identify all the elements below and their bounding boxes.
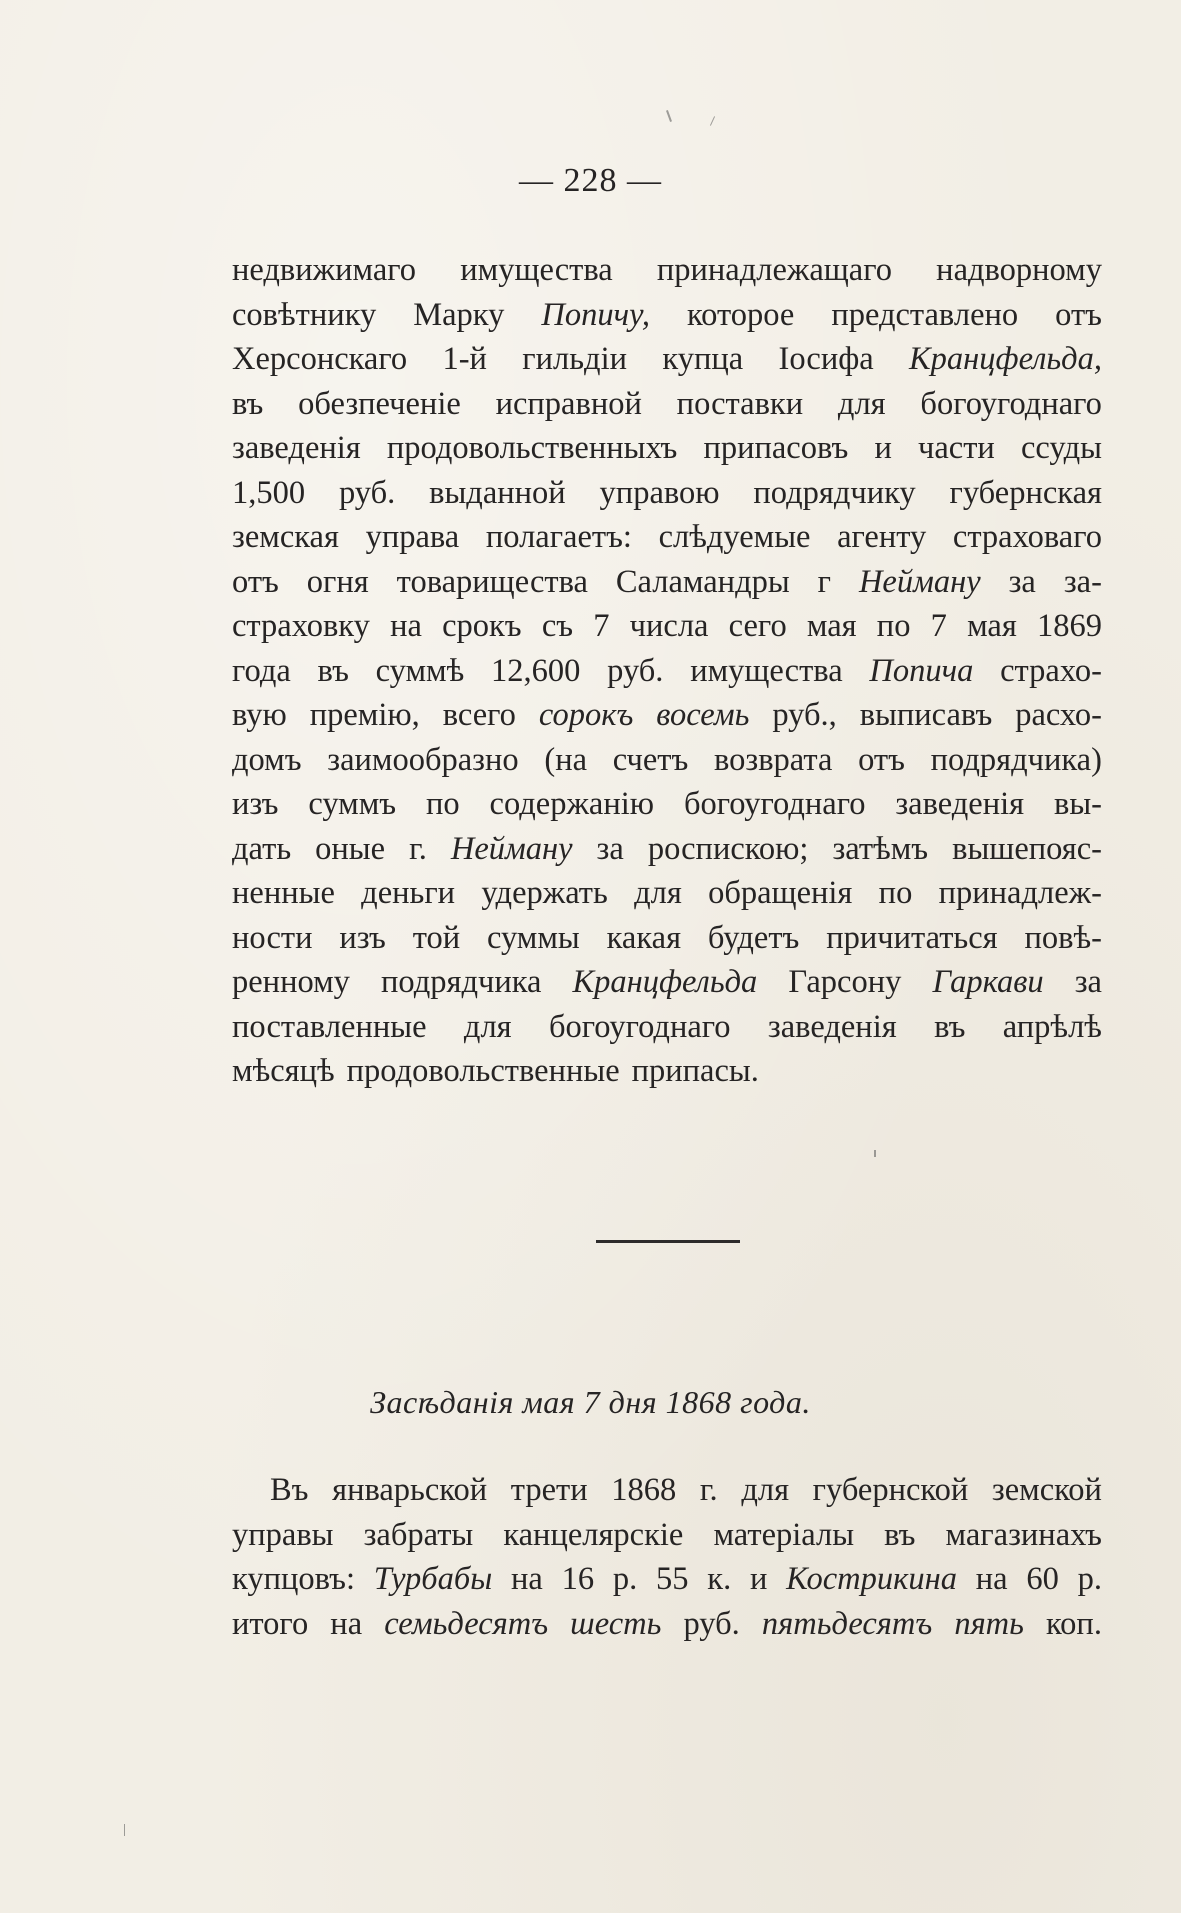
section-divider: [596, 1240, 740, 1243]
word: Гаркави: [932, 964, 1044, 1000]
word: премію,: [309, 697, 420, 733]
word: р.: [612, 1561, 638, 1597]
word: руб.: [683, 1605, 740, 1642]
word: обезпеченіе: [298, 385, 461, 422]
word: счетъ: [612, 741, 689, 778]
word: страхо-: [1000, 652, 1102, 689]
word: подрядчика): [930, 741, 1102, 778]
word: изъ: [232, 786, 279, 822]
word: срокъ: [442, 608, 522, 644]
word: гильдіи: [522, 341, 628, 377]
word: будетъ: [707, 919, 800, 956]
paragraph-2: [232, 1468, 1102, 1646]
word: оные: [315, 830, 386, 867]
word: отъ: [232, 563, 279, 600]
word: съ: [541, 608, 574, 644]
word: страховаго: [952, 519, 1102, 555]
word: въ: [884, 1516, 916, 1553]
word: забраты: [363, 1516, 474, 1553]
word: сего: [728, 608, 787, 644]
word: богоугоднаго: [683, 786, 866, 822]
text-line: [232, 960, 1102, 1005]
word: купцовъ:: [232, 1561, 355, 1597]
word: руб.: [338, 474, 396, 511]
word: числа: [629, 608, 709, 644]
word: магазинахъ: [945, 1516, 1102, 1553]
word: богоугоднаго: [549, 1008, 731, 1045]
text-line: [232, 337, 1102, 382]
word: за: [1008, 563, 1036, 600]
paragraph-1: [232, 248, 1102, 1094]
word: для: [837, 385, 886, 422]
word: роспискою;: [647, 830, 809, 867]
word: товарищества: [396, 563, 588, 600]
word: всего: [442, 697, 516, 733]
word: Попичу,: [541, 296, 651, 333]
word: вы-: [1053, 786, 1102, 822]
word: въ: [232, 385, 264, 422]
text-line: [232, 693, 1102, 738]
word: заведенія: [232, 430, 361, 466]
word: слѣдуемые: [658, 519, 811, 555]
word: расхо-: [1015, 697, 1102, 733]
word: восемь: [656, 697, 750, 733]
word: земской: [991, 1472, 1102, 1508]
text-line: [232, 1049, 1102, 1094]
word: к.: [707, 1561, 732, 1597]
word: припасы.: [631, 1053, 759, 1089]
word: изъ: [339, 919, 386, 956]
word: Въ: [270, 1472, 309, 1508]
word: Кострикина: [786, 1561, 957, 1597]
word: года: [232, 652, 291, 689]
text-line: [232, 471, 1102, 516]
text-line: [232, 1468, 1102, 1513]
word: надворному: [936, 252, 1102, 288]
word: Гарсону: [788, 964, 902, 1000]
word: какая: [606, 919, 682, 956]
word: въ: [934, 1008, 966, 1045]
word: заведенія: [767, 1008, 897, 1045]
page-number: — 228 —: [519, 162, 662, 199]
word: пять: [954, 1605, 1024, 1642]
text-line: [232, 827, 1102, 872]
word: Турбабы: [373, 1561, 493, 1597]
word: 16: [561, 1561, 595, 1597]
word: Марку: [413, 296, 505, 333]
word: г.: [409, 830, 427, 867]
ink-speck: [666, 110, 672, 122]
word: заимообразно: [327, 741, 519, 778]
text-line: [232, 293, 1102, 338]
word: поставленные: [232, 1008, 427, 1045]
ink-speck: [710, 116, 715, 125]
word: апрѣлѣ: [1002, 1008, 1102, 1045]
word: вышепояс-: [952, 830, 1102, 867]
word: 1,500: [232, 474, 306, 511]
text-line: [232, 382, 1102, 427]
word: суммѣ: [375, 652, 465, 689]
word: г.: [699, 1472, 718, 1508]
word: и: [749, 1561, 768, 1597]
word: итого: [232, 1605, 309, 1642]
text-line: [232, 1513, 1102, 1558]
word: обращенія: [708, 875, 853, 911]
word: полагаетъ:: [485, 519, 632, 555]
word: причитаться: [826, 919, 998, 956]
word: огня: [306, 563, 369, 600]
word: по: [426, 786, 460, 822]
text-line: [232, 1602, 1102, 1647]
word: коп.: [1046, 1605, 1102, 1642]
text-line: [232, 782, 1102, 827]
word: имущества: [690, 652, 843, 689]
word: подрядчику: [753, 474, 916, 511]
word: суммъ: [308, 786, 397, 822]
word: 1868: [611, 1472, 677, 1508]
word: имущества: [460, 252, 613, 288]
word: ссуды: [1020, 430, 1102, 466]
ink-speck: [874, 1150, 876, 1157]
word: вую: [232, 697, 287, 733]
word: трети: [510, 1472, 588, 1508]
word: мая: [806, 608, 857, 644]
word: ности: [232, 919, 313, 956]
word: на: [975, 1561, 1008, 1597]
word: Кранцфельда,: [909, 341, 1102, 377]
word: подрядчика: [381, 964, 542, 1000]
word: купца: [662, 341, 744, 377]
word: Іосифа: [778, 341, 874, 377]
text-line: [232, 560, 1102, 605]
word: 60: [1026, 1561, 1059, 1597]
word: управою: [599, 474, 720, 511]
word: агенту: [837, 519, 927, 555]
word: матеріалы: [713, 1516, 855, 1553]
word: шесть: [570, 1605, 662, 1642]
word: канцелярскіе: [503, 1516, 684, 1553]
word: содержанію: [489, 786, 655, 822]
word: земская: [232, 519, 339, 555]
word: выданной: [429, 474, 566, 511]
word: деньги: [361, 875, 456, 911]
word: отъ: [858, 741, 905, 778]
word: 1-й: [442, 341, 487, 377]
word: для: [741, 1472, 790, 1508]
word: припасовъ: [703, 430, 849, 466]
word: руб.: [607, 652, 664, 689]
word: выписавъ: [859, 697, 993, 733]
word: пятьдесятъ: [761, 1605, 933, 1642]
word: губернской: [812, 1472, 969, 1508]
word: (на: [544, 741, 588, 778]
word: 7: [930, 608, 947, 644]
word: 7: [593, 608, 610, 644]
word: страховку: [232, 608, 370, 644]
word: Саламандры: [615, 563, 790, 600]
text-line: [232, 1005, 1102, 1050]
word: и: [874, 430, 892, 466]
word: представлено: [831, 296, 1019, 333]
word: суммы: [486, 919, 580, 956]
text-line: [232, 738, 1102, 783]
word: губернская: [949, 474, 1102, 511]
text-line: [232, 604, 1102, 649]
word: части: [918, 430, 995, 466]
word: для: [634, 875, 682, 911]
word: на: [511, 1561, 543, 1597]
word: совѣтнику: [232, 296, 377, 333]
text-line: [232, 426, 1102, 471]
word: Нейману: [450, 830, 573, 867]
text-line: [232, 1557, 1102, 1602]
word: удержать: [481, 875, 608, 911]
word: Кранцфельда: [572, 964, 758, 1000]
word: г: [817, 563, 831, 600]
word: за: [1074, 964, 1102, 1000]
word: исправной: [495, 385, 642, 422]
word: для: [463, 1008, 512, 1045]
section-heading: Засѣданія мая 7 дня 1868 года.: [370, 1384, 811, 1420]
word: мѣсяцѣ: [232, 1053, 335, 1089]
word: затѣмъ: [832, 830, 929, 867]
word: продовольственныхъ: [386, 430, 678, 466]
word: принадлежащаго: [656, 252, 892, 288]
word: январьской: [332, 1472, 488, 1508]
word: Херсонскаго: [232, 341, 408, 377]
word: дать: [232, 830, 292, 867]
word: за: [596, 830, 624, 867]
word: управы: [232, 1516, 334, 1553]
word: возврата: [713, 741, 833, 778]
ink-speck: [124, 1824, 125, 1836]
text-line: [232, 515, 1102, 560]
word: поставки: [676, 385, 804, 422]
word: 1869: [1036, 608, 1102, 644]
word: отъ: [1055, 296, 1102, 333]
word: за-: [1063, 563, 1102, 600]
word: ренному: [232, 964, 350, 1000]
word: семьдесятъ: [384, 1605, 549, 1642]
word: сорокъ: [538, 697, 634, 733]
word: богоугоднаго: [920, 385, 1102, 422]
word: продовольственные: [346, 1053, 620, 1089]
word: управа: [365, 519, 460, 555]
text-line: [232, 649, 1102, 694]
text-line: [232, 248, 1102, 293]
word: по: [876, 608, 911, 644]
word: на: [330, 1605, 363, 1642]
word: недвижимаго: [232, 252, 417, 288]
text-line: [232, 871, 1102, 916]
word: на: [390, 608, 422, 644]
word: той: [412, 919, 461, 956]
word: по: [878, 875, 913, 911]
word: которое: [687, 296, 795, 333]
word: руб.,: [772, 697, 837, 733]
word: заведенія: [895, 786, 1025, 822]
word: принадлеж-: [938, 875, 1102, 911]
word: 12,600: [491, 652, 581, 689]
word: 55: [656, 1561, 689, 1597]
word: Нейману: [858, 563, 981, 600]
word: повѣ-: [1024, 919, 1102, 956]
word: домъ: [232, 741, 302, 778]
word: Попича: [869, 652, 974, 689]
word: р.: [1077, 1561, 1102, 1597]
word: ненные: [232, 875, 335, 911]
word: мая: [967, 608, 1017, 644]
word: въ: [317, 652, 349, 689]
text-line: [232, 916, 1102, 961]
